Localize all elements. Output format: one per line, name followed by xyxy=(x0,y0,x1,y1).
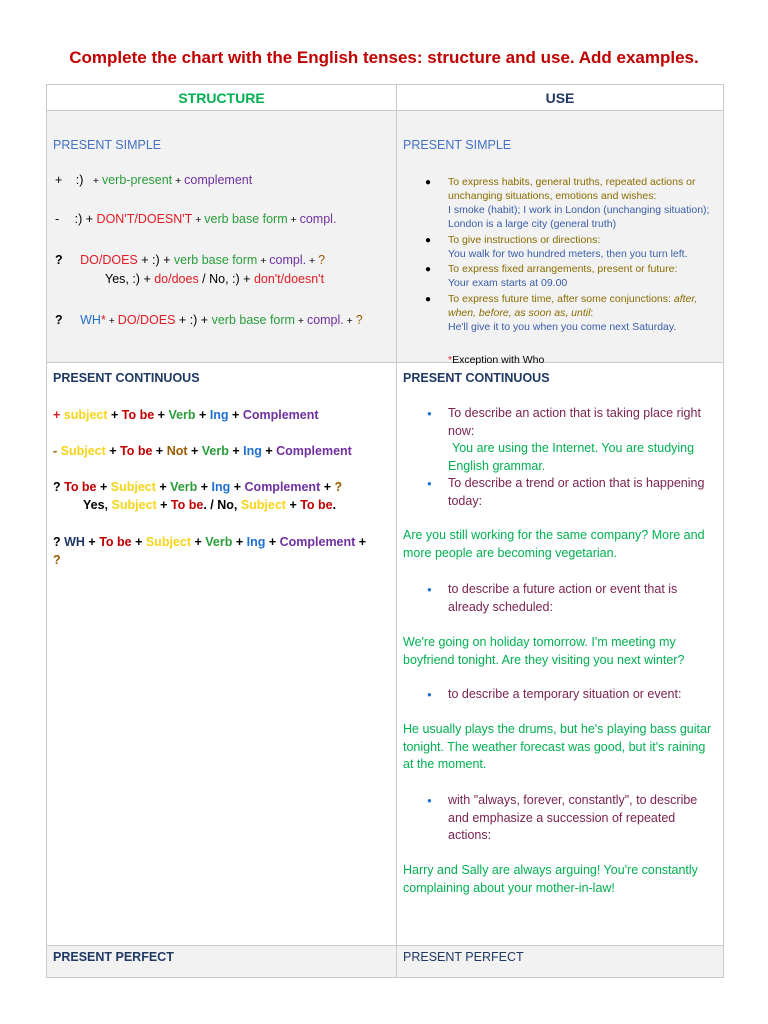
ps-use-item: To give instructions or directions: You walk for two hundred meters, then you turn left. xyxy=(448,234,688,260)
pc-wh-question-end: ? xyxy=(53,553,61,567)
structure-header: STRUCTURE xyxy=(47,85,397,111)
present-simple-structure-cell xyxy=(47,111,397,363)
section-label: PRESENT SIMPLE xyxy=(53,138,162,152)
ps-wh-question-line: ? WH* + DO/DOES + :) + verb base form + compl. + ? xyxy=(55,313,363,327)
ps-use-item: To express fixed arrangements, present or future: Your exam starts at 09.00 xyxy=(448,263,678,289)
present-simple-use-cell xyxy=(397,111,724,366)
pc-use-item: To describe an action that is taking place right now: xyxy=(448,406,701,438)
use-header: USE xyxy=(397,85,724,111)
ps-use-item: To express future time, after some conjunctions: after, when, before, as soon as, until: He'll give it to you when you come next Saturday. xyxy=(448,293,698,333)
ps-short-answer-line: Yes, :) + do/does / No, :) + don't/doesn't xyxy=(105,272,325,286)
section-label: PRESENT SIMPLE xyxy=(403,138,512,152)
ps-use-item: To express habits, general truths, repeated actions or unchanging situations, emotions and wishes: I smoke (habit); I work in London (unchanging situation); London is a large city (general truth) xyxy=(448,176,710,230)
exception-note: *Exception with Who xyxy=(448,354,545,366)
ps-negative-line: - :) + DON'T/DOESN'T + verb base form + compl. xyxy=(55,212,337,226)
pc-question-line: ? To be + Subject + Verb + Ing + Complement + ? xyxy=(53,480,343,494)
pc-use-example: You are using the Internet. You are studying English grammar. xyxy=(448,441,695,473)
bullet-icon: ● xyxy=(425,177,432,188)
ps-affirmative-line: + :) + verb-present + complement xyxy=(55,173,253,187)
bullet-icon: ● xyxy=(427,585,432,594)
pc-use-item: to describe a temporary situation or event: xyxy=(448,687,682,701)
bullet-icon: ● xyxy=(425,294,432,305)
pc-negative-line: - Subject + To be + Not + Verb + Ing + Complement xyxy=(53,444,352,458)
pc-use-item: to describe a future action or event that is already scheduled: xyxy=(448,582,678,614)
pc-short-answer-line: Yes, Subject + To be. / No, Subject + To be. xyxy=(83,498,337,512)
bullet-icon: ● xyxy=(427,796,432,805)
present-continuous-use-cell xyxy=(397,363,724,946)
bullet-icon: ● xyxy=(427,479,432,488)
pc-use-item: To describe a trend or action that is happening today: xyxy=(448,476,705,508)
section-label: PRESENT PERFECT xyxy=(53,950,174,964)
section-label: PRESENT CONTINUOUS xyxy=(53,371,200,385)
present-continuous-structure-cell xyxy=(47,363,397,946)
bullet-icon: ● xyxy=(427,409,432,418)
ps-question-line: ? DO/DOES + :) + verb base form + compl. + ? xyxy=(55,253,326,267)
section-label: PRESENT CONTINUOUS xyxy=(403,371,550,385)
pc-use-example: He usually plays the drums, but he's playing bass guitar tonight. The weather forecast was good, but it's raining at the moment. xyxy=(403,722,712,771)
bullet-icon: ● xyxy=(427,690,432,699)
present-perfect-use-cell xyxy=(397,946,724,978)
pc-affirmative-line: + subject + To be + Verb + Ing + Complement xyxy=(53,408,319,422)
page-title: Complete the chart with the English tenses: structure and use. Add examples. xyxy=(69,48,699,67)
present-perfect-structure-cell xyxy=(47,946,397,978)
tenses-table xyxy=(46,84,724,978)
pc-use-item: with "always, forever, constantly", to describe and emphasize a succession of repeated actions: xyxy=(448,793,698,842)
section-label: PRESENT PERFECT xyxy=(403,950,524,964)
pc-use-example: Are you still working for the same company? More and more people are becoming vegetarian. xyxy=(403,528,705,560)
pc-use-example: We're going on holiday tomorrow. I'm meeting my boyfriend tonight. Are they visiting you next winter? xyxy=(403,635,685,667)
pc-use-example: Harry and Sally are always arguing! You're constantly complaining about your mother-in-law! xyxy=(403,863,698,895)
pc-wh-question-line: ? WH + To be + Subject + Verb + Ing + Complement + xyxy=(53,535,367,549)
bullet-icon: ● xyxy=(425,264,432,275)
bullet-icon: ● xyxy=(425,235,432,246)
